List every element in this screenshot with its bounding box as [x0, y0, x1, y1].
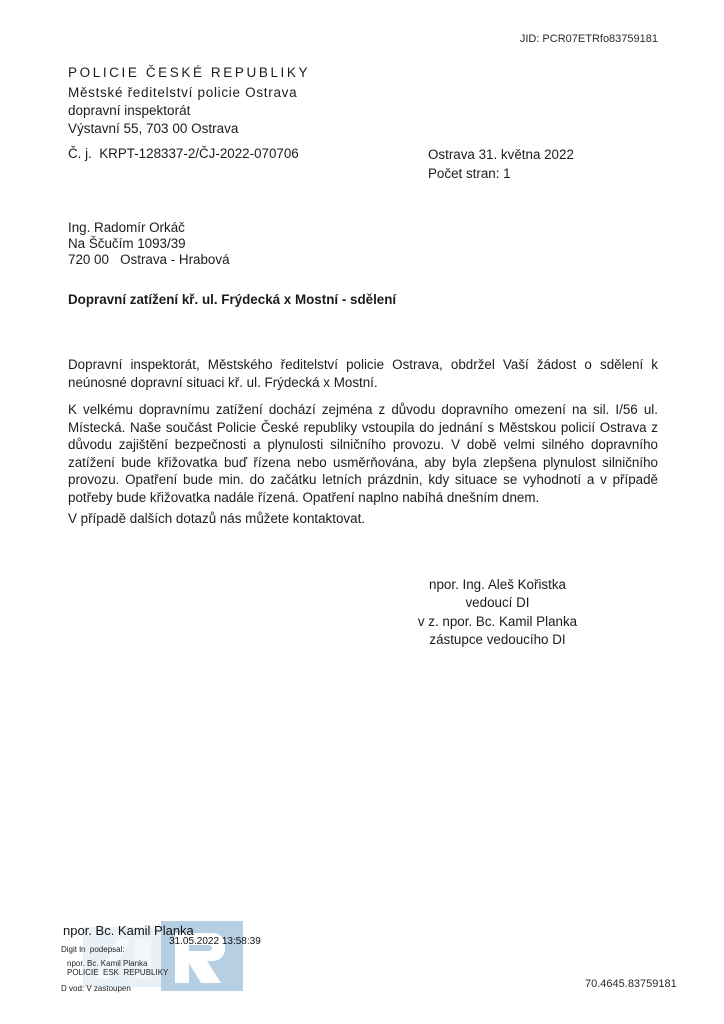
signature-line: vedoucí DI: [465, 595, 530, 611]
page-count: Počet stran: 1: [428, 165, 511, 181]
letterhead-directorate: Městské ředitelství policie Ostrava: [68, 85, 298, 100]
place-date-block: [428, 146, 574, 183]
signature-line: v z. npor. Bc. Kamil Planka: [417, 613, 578, 629]
stamp-details: [61, 945, 168, 993]
digital-signature-stamp: [55, 918, 330, 1018]
addressee-line: 720 00 Ostrava - Hrabová: [68, 252, 230, 267]
stamp-datetime: 31.05.2022 13:58:39: [169, 936, 261, 947]
stamp-detail-line: npor. Bc. Kamil Planka: [67, 958, 148, 968]
letterhead-org: POLICIE ČESKÉ REPUBLIKY: [68, 65, 311, 80]
signature-line: zástupce vedoucího DI: [429, 632, 566, 648]
place-date: Ostrava 31. května 2022: [428, 147, 574, 162]
body-paragraph-2: K velkému dopravnímu zatížení dochází zejména z důvodu dopravního omezení na sil. I/56 ul. Místecká. Naše součást Policie České republiky vstoupila do jednání s Městskou policií Ostrava z důvodu zajištění bezpečnosti a plynulosti silničního provozu. V době velmi silného dopravního zatížení bude křižovatka buď řízena nebo usměrňována, aby byla zlepšena plynulost silničního provozu. Opatření bude min. do začátku letních prázdnin, kdy situace se vyhodnotí a v případě potřeby bude křižovatka nadále řízená. Opatření naplno nabíhá dnešním dnem.: [68, 402, 658, 505]
body-paragraph-1: Dopravní inspektorát, Městského ředitelství policie Ostrava, obdržel Vaší žádost o sdělení k neúnosné dopravní situaci kř. ul. Frýdecká x Mostní.: [68, 357, 658, 390]
stamp-detail-line: D vod: V zastoupen: [61, 983, 131, 993]
signature-block: [355, 576, 640, 650]
addressee-line: Na Ščučím 1093/39: [68, 236, 186, 251]
stamp-signer-name: npor. Bc. Kamil Planka: [63, 923, 194, 938]
subject-line: Dopravní zatížení kř. ul. Frýdecká x Mostní - sdělení: [68, 292, 397, 307]
closing-line: V případě dalších dotazů nás můžete kontaktovat.: [68, 511, 366, 526]
reference-number: Č. j. KRPT-128337-2/ČJ-2022-070706: [68, 146, 299, 161]
document-jid: JID: PCR07ETRfo83759181: [519, 33, 658, 45]
addressee-block: [68, 220, 230, 268]
letterhead: [68, 64, 310, 138]
stamp-detail-line: POLICIE ESK REPUBLIKY: [67, 968, 169, 977]
letterhead-department: dopravní inspektorát: [68, 103, 191, 118]
addressee-line: Ing. Radomír Orkáč: [68, 220, 185, 235]
letterhead-address: Výstavní 55, 703 00 Ostrava: [68, 121, 239, 136]
stamp-detail-line: Digit ln podepsal:: [61, 945, 125, 954]
footer-reference-number: 70.4645.83759181: [585, 978, 677, 990]
signature-line: npor. Ing. Aleš Kořistka: [429, 577, 566, 592]
